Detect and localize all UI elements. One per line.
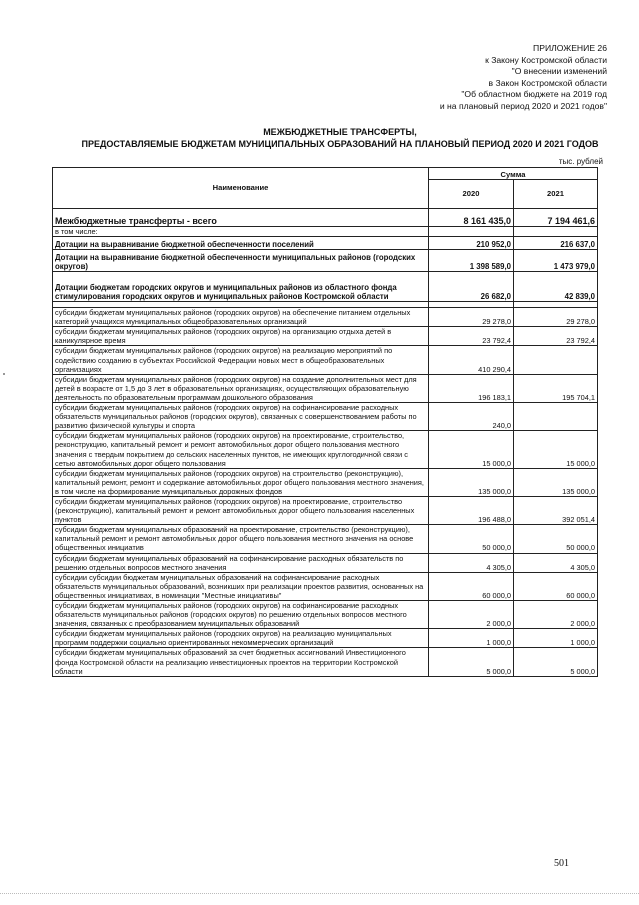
table-row [53,403,598,431]
table-row [53,601,598,629]
table-row [53,468,598,496]
row-name: субсидии субсидии бюджетам муниципальных образований на софинансирование расходных обязательств муниципальных образований, возникших при реализации проектов развития, основанных на общественных инициативах, в номинации "Местные инициативы" [53,572,429,600]
table-row [53,496,598,524]
row-value-2020: 210 952,0 [429,237,514,250]
header-line: в Закон Костромской области [488,77,607,88]
row-value-2020: 1 398 589,0 [429,250,514,272]
header-line: "О внесении изменений [511,66,607,77]
row-value-2020: 4 305,0 [429,553,514,572]
table-row [53,346,598,374]
row-value-2020: 5 000,0 [429,648,514,676]
title-line-1: МЕЖБЮДЖЕТНЫЕ ТРАНСФЕРТЫ, [263,127,417,137]
column-name-header: Наименование [53,168,429,209]
row-value-2021: 2 000,0 [514,601,598,629]
row-name: субсидии бюджетам муниципальных районов (городских округов) на организацию отдыха детей в каникулярное время [53,327,429,346]
header-line: к Закону Костромской области [485,54,607,65]
table-row [53,648,598,676]
header-line: ПРИЛОЖЕНИЕ 26 [533,43,607,53]
column-2020-header: 2020 [429,180,514,209]
row-value-2020: 1 000,0 [429,629,514,648]
table-header-row [53,168,598,180]
row-value-2020: 8 161 435,0 [429,209,514,227]
row-value-2021: 4 305,0 [514,553,598,572]
bottom-divider [0,893,639,894]
row-value-2021: 23 792,4 [514,327,598,346]
row-value-2020: 26 682,0 [429,272,514,302]
row-value-2020: 410 290,4 [429,346,514,374]
row-value-2021 [514,346,598,374]
row-value-2020: 50 000,0 [429,525,514,553]
page-number: 501 [554,858,569,869]
table-row [53,227,598,237]
row-value-2020: 15 000,0 [429,431,514,468]
table-row [53,327,598,346]
table-row [53,525,598,553]
row-value-2020: 29 278,0 [429,308,514,327]
row-name: субсидии бюджетам муниципальных образований на проектирование, строительство (реконструкцию), капитальный ремонт и ремонт автомобильных дорог общего пользования местного значения на основе общественных инициатив [53,525,429,553]
row-value-2021: 15 000,0 [514,431,598,468]
row-name: субсидии бюджетам муниципальных районов (городских округов) на обеспечение питанием отдельных категорий учащихся муниципальных общеобразовательных организаций [53,308,429,327]
row-name: субсидии бюджетам муниципальных образований за счет бюджетных ассигнований Инвестиционного фонда Костромской области на реализацию инвестиционных проектов на территории Костромской области [53,648,429,676]
row-value-2021: 392 051,4 [514,496,598,524]
header-line: "Об областном бюджете на 2019 год [461,89,607,100]
row-value-2020: 196 488,0 [429,496,514,524]
table-row [53,308,598,327]
row-value-2020 [429,227,514,237]
row-name: Межбюджетные трансферты - всего [53,209,429,227]
row-value-2020: 135 000,0 [429,468,514,496]
table-row [53,272,598,302]
row-value-2020: 240,0 [429,403,514,431]
row-value-2021: 7 194 461,6 [514,209,598,227]
table-row [53,250,598,272]
appendix-header [440,43,607,113]
row-name: субсидии бюджетам муниципальных образований на софинансирование расходных обязательств по решению отдельных вопросов местного значения [53,553,429,572]
table-row [53,374,598,402]
row-value-2020: 60 000,0 [429,572,514,600]
row-name: субсидии бюджетам муниципальных районов (городских округов) на софинансирование расходных обязательств муниципальных районов (городских округов), связанных с совершенствованием работы по развитию физической культуры и спорта [53,403,429,431]
column-2021-header: 2021 [514,180,598,209]
transfers-table [52,167,598,677]
row-name: Дотации на выравнивание бюджетной обеспеченности поселений [53,237,429,250]
row-value-2021: 5 000,0 [514,648,598,676]
row-name: субсидии бюджетам муниципальных районов (городских округов) на проектирование, строительство, реконструкцию, капитальный ремонт и ремонт автомобильных дорог общего пользования местного значения с твердым покрытием до сельских населенных пунктов, не имеющих круглогодичной связи с сетью автомобильных дорог общего пользования [53,431,429,468]
row-name: Дотации бюджетам городских округов и муниципальных районов из областного фонда стимулирования городских округов и муниципальных районов Костромской области [53,272,429,302]
table-row [53,431,598,468]
table-row [53,553,598,572]
header-line: и на плановый период 2020 и 2021 годов" [439,100,607,111]
row-value-2021: 195 704,1 [514,374,598,402]
row-value-2021: 29 278,0 [514,308,598,327]
document-title [40,126,639,150]
row-value-2020: 2 000,0 [429,601,514,629]
row-name: субсидии бюджетам муниципальных районов (городских округов) на софинансирование расходных обязательств муниципальных районов (городских округов) по решению отдельных вопросов местного значения, связанных с преобразованием муниципальных образований [53,601,429,629]
table-row [53,572,598,600]
row-name: в том числе: [53,227,429,237]
row-value-2021: 135 000,0 [514,468,598,496]
row-name: субсидии бюджетам муниципальных районов (городских округов) на реализацию мероприятий по содействию созданию в субъектах Российской Федерации новых мест в общеобразовательных организациях [53,346,429,374]
row-name: субсидии бюджетам муниципальных районов (городских округов) на создание дополнительных мест для детей в возрасте от 1,5 до 3 лет в образовательных организациях, осуществляющих образовательную деятельность по образовательным программам дошкольного образования [53,374,429,402]
row-value-2020: 196 183,1 [429,374,514,402]
row-value-2021: 1 473 979,0 [514,250,598,272]
row-name: Дотации на выравнивание бюджетной обеспеченности муниципальных районов (городских округов) [53,250,429,272]
row-value-2021: 60 000,0 [514,572,598,600]
row-value-2021 [514,403,598,431]
row-name: субсидии бюджетам муниципальных районов (городских округов) на реализацию муниципальных программ поддержки социально ориентированных некоммерческих организаций [53,629,429,648]
table-row [53,237,598,250]
table-row [53,629,598,648]
row-name: субсидии бюджетам муниципальных районов (городских округов) на проектирование, строительство (реконструкцию), капитальный ремонт и ремонт автомобильных дорог общего пользования населенных пунктов [53,496,429,524]
row-value-2021: 42 839,0 [514,272,598,302]
row-value-2021: 50 000,0 [514,525,598,553]
title-line-2: ПРЕДОСТАВЛЯЕМЫЕ БЮДЖЕТАМ МУНИЦИПАЛЬНЫХ ОБРАЗОВАНИЙ НА ПЛАНОВЫЙ ПЕРИОД 2020 И 2021 ГОДОВ [81,139,599,150]
column-sum-header: Сумма [429,168,598,180]
unit-label: тыс. рублей [558,157,603,166]
row-value-2021 [514,227,598,237]
row-value-2021: 216 637,0 [514,237,598,250]
margin-dot [3,373,5,375]
row-name: субсидии бюджетам муниципальных районов (городских округов) на строительство (реконструкцию), капитальный ремонт, ремонт и содержание автомобильных дорог общего пользования местного значения, в том числе на формирование муниципальных дорожных фондов [53,468,429,496]
row-value-2020: 23 792,4 [429,327,514,346]
table-row [53,209,598,227]
row-value-2021: 1 000,0 [514,629,598,648]
